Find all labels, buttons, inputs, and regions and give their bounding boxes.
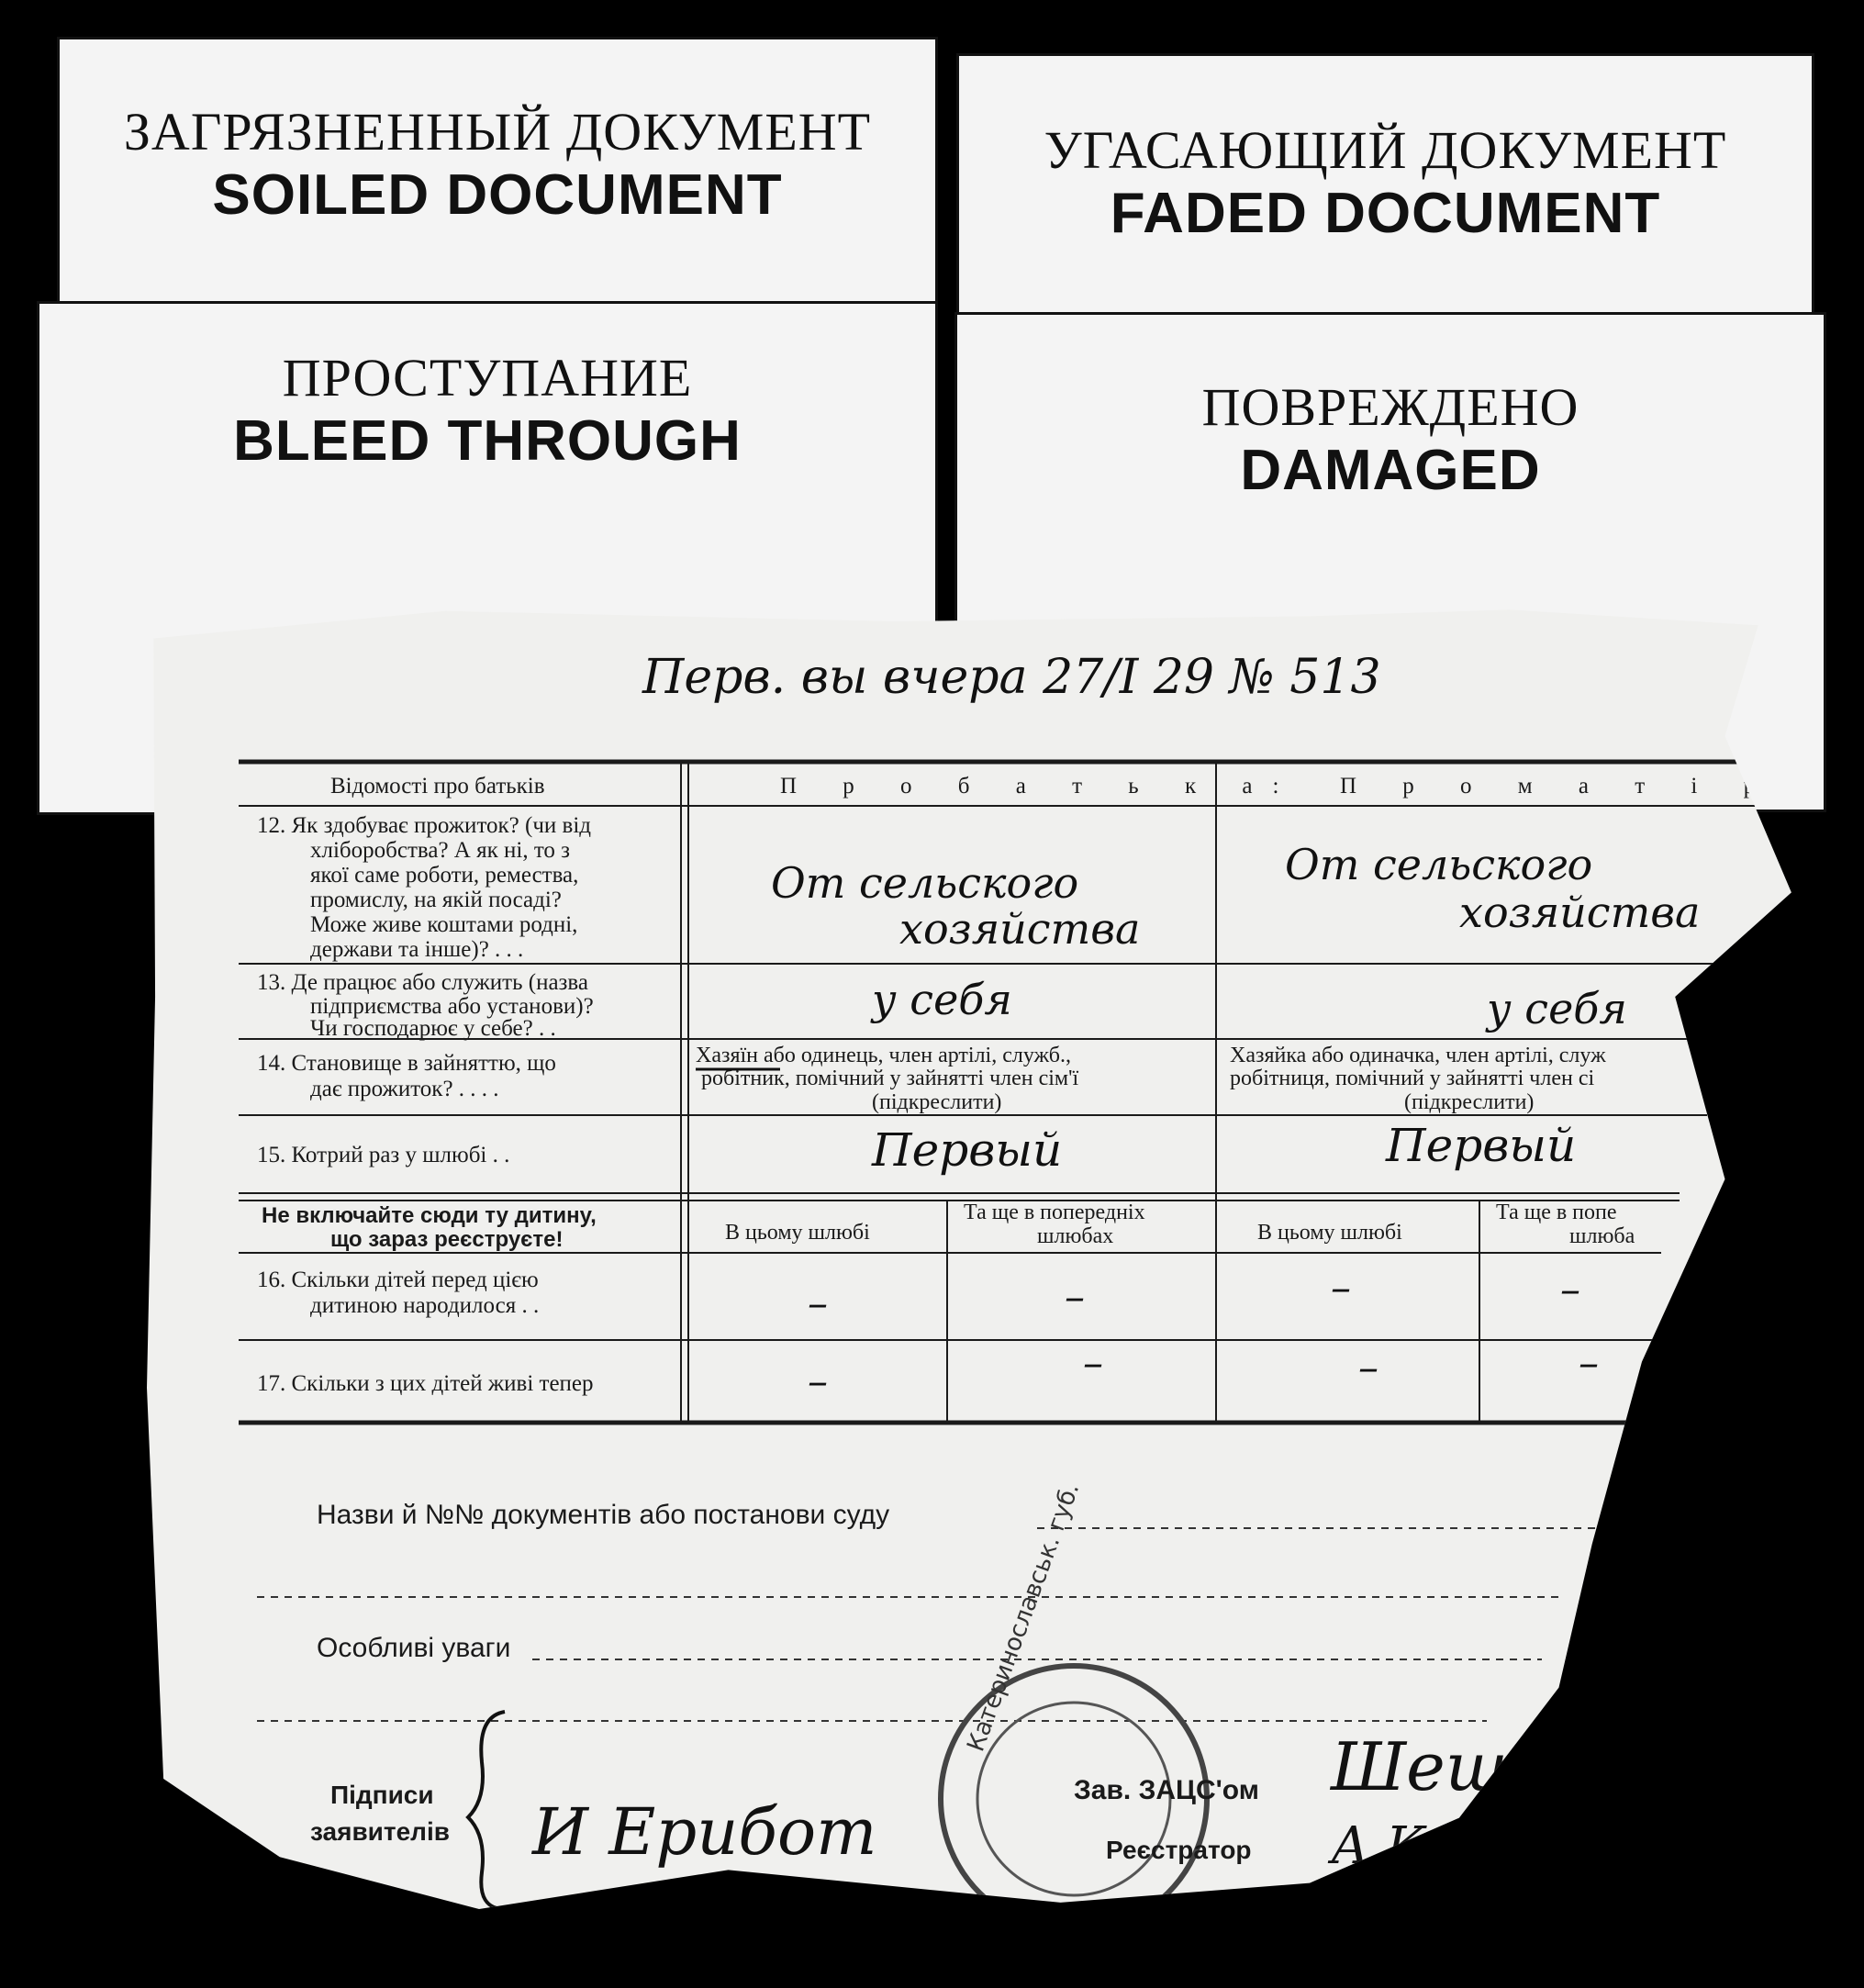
q12-label [257, 813, 591, 962]
svg-text:(підкреслити): (підкреслити) [1404, 1090, 1535, 1114]
svg-text:Не включайте сюди ту дитину,: Не включайте сюди ту дитину, [262, 1203, 597, 1228]
svg-text:Та ще в попе: Та ще в попе [1496, 1201, 1617, 1224]
documents-label: Назви й №№ документів або постанови суду [317, 1500, 890, 1530]
svg-text:Хазяїн або одинець, член артіл: Хазяїн або одинець, член артілі, служб., [696, 1044, 1071, 1067]
q14-father-options [696, 1044, 1078, 1114]
registration-form-sheet [147, 606, 1808, 1909]
svg-text:шлюба: шлюба [1569, 1224, 1635, 1248]
svg-text:В цьому шлюбі: В цьому шлюбі [725, 1221, 870, 1245]
svg-text:16. Скільки дітей перед цією: 16. Скільки дітей перед цією [257, 1268, 539, 1292]
damaged-label-ru: ПОВРЕЖДЕНО [1201, 377, 1579, 437]
q15-father-hand: Первый [872, 1123, 1063, 1177]
svg-text:–: – [808, 1280, 828, 1327]
head-label: Зав. ЗАЦС'ом [1074, 1775, 1259, 1805]
svg-text:–: – [1579, 1340, 1599, 1387]
svg-text:дає прожиток? . . . .: дає прожиток? . . . . [310, 1077, 499, 1101]
registrar-signature: А Капе [1331, 1816, 1521, 1876]
q12-mother-line2: хозяйства [1459, 888, 1701, 937]
svg-text:–: – [1560, 1267, 1580, 1313]
q14-mother-options [1230, 1044, 1606, 1114]
stamp-text: Катеринославськ. губ. [962, 1479, 1086, 1756]
q15-label: 15. Котрий раз у шлюбі . . [257, 1143, 510, 1167]
header-father: П р о б а т ь к а: [780, 774, 1300, 799]
head-signature: Шешук [1331, 1728, 1586, 1805]
header-mother: П р о м а т і р: [1340, 774, 1803, 799]
applicant-signature: И Ерибот [532, 1794, 877, 1870]
svg-text:В цьому шлюбі: В цьому шлюбі [1257, 1221, 1402, 1245]
q12-father-line1: От сельского [771, 858, 1079, 908]
svg-text:–: – [1331, 1265, 1351, 1312]
remarks-label: Особливі уваги [317, 1633, 511, 1663]
svg-text:хліборобства? А як ні, то з: хліборобства? А як ні, то з [310, 838, 571, 863]
soiled-document-card [57, 37, 938, 330]
bleed-label-ru: ПРОСТУПАНИЕ [282, 348, 693, 408]
svg-text:Хазяйка або одиначка, член арт: Хазяйка або одиначка, член артілі, служ [1230, 1044, 1606, 1067]
svg-text:робітниця, помічний у зайнятті: робітниця, помічний у зайнятті член сі [1230, 1067, 1595, 1090]
svg-text:–: – [1358, 1345, 1378, 1391]
q16-label [257, 1268, 539, 1318]
top-handwriting: Перв. вы вчера 27/I 29 № 513 [642, 650, 1381, 705]
soiled-label-en: SOILED DOCUMENT [212, 163, 783, 227]
damaged-label-en: DAMAGED [1240, 439, 1541, 502]
q15-mother-hand: Первый [1386, 1119, 1577, 1172]
svg-text:якої саме роботи, ремества,: якої саме роботи, ремества, [310, 863, 579, 888]
q12-mother-line1: От сельского [1285, 840, 1593, 889]
q12-father-line2: хозяйства [899, 904, 1141, 954]
registrar-label: Реєстратор [1106, 1836, 1252, 1864]
svg-text:14. Становище в зайняттю, що: 14. Становище в зайняттю, що [257, 1051, 556, 1076]
svg-text:заявителів: заявителів [310, 1817, 450, 1846]
q17-label: 17. Скільки з цих дітей живі тепер [257, 1371, 594, 1396]
faded-label-ru: УГАСАЮЩИЙ ДОКУМЕНТ [1044, 120, 1727, 180]
svg-text:держави та інше)? . . .: держави та інше)? . . . [310, 937, 524, 962]
soiled-label-ru: ЗАГРЯЗНЕННЫЙ ДОКУМЕНТ [123, 102, 872, 162]
svg-text:шлюбах: шлюбах [1037, 1224, 1114, 1248]
q13-mother-hand: у себя [1487, 984, 1627, 1033]
svg-text:–: – [1083, 1340, 1103, 1387]
svg-text:Чи господарює у себе? . .: Чи господарює у себе? . . [310, 1016, 556, 1041]
faded-document-card [956, 53, 1814, 338]
svg-text:підприємства або установи)?: підприємства або установи)? [310, 994, 594, 1019]
q13-father-hand: у себя [872, 975, 1012, 1024]
svg-text:дитиною народилося . .: дитиною народилося . . [310, 1293, 540, 1318]
svg-text:12. Як здобуває прожиток? (чи: 12. Як здобуває прожиток? (чи від [257, 813, 592, 838]
exclusion-note [262, 1203, 597, 1252]
signature-brace [468, 1712, 505, 1909]
q13-label [257, 970, 594, 1041]
header-info: Відомості про батьків [330, 774, 545, 799]
svg-text:Підписи: Підписи [330, 1781, 434, 1809]
svg-text:13. Де працює або служить (наз: 13. Де працює або служить (назва [257, 970, 588, 995]
subcolumn-headers [725, 1201, 1635, 1248]
form-drawing [147, 606, 1808, 1909]
svg-text:–: – [1065, 1274, 1085, 1321]
svg-text:–: – [808, 1358, 828, 1405]
svg-text:промислу, на якій посаді?: промислу, на якій посаді? [310, 888, 562, 912]
svg-text:Може живе коштами родні,: Може живе коштами родні, [310, 912, 578, 937]
svg-text:робітник, помічний у зайнятті: робітник, помічний у зайнятті член сім'ї [701, 1067, 1079, 1090]
svg-text:(підкреслити): (підкреслити) [872, 1090, 1002, 1114]
q16-values [808, 1265, 1580, 1327]
faded-label-en: FADED DOCUMENT [1110, 182, 1661, 245]
applicants-label [310, 1781, 450, 1846]
svg-text:Та ще в попередніх: Та ще в попередніх [964, 1201, 1145, 1224]
svg-text:що зараз реєструєте!: що зараз реєструєте! [330, 1227, 564, 1252]
bleed-label-en: BLEED THROUGH [233, 409, 742, 473]
q14-label [257, 1051, 556, 1101]
